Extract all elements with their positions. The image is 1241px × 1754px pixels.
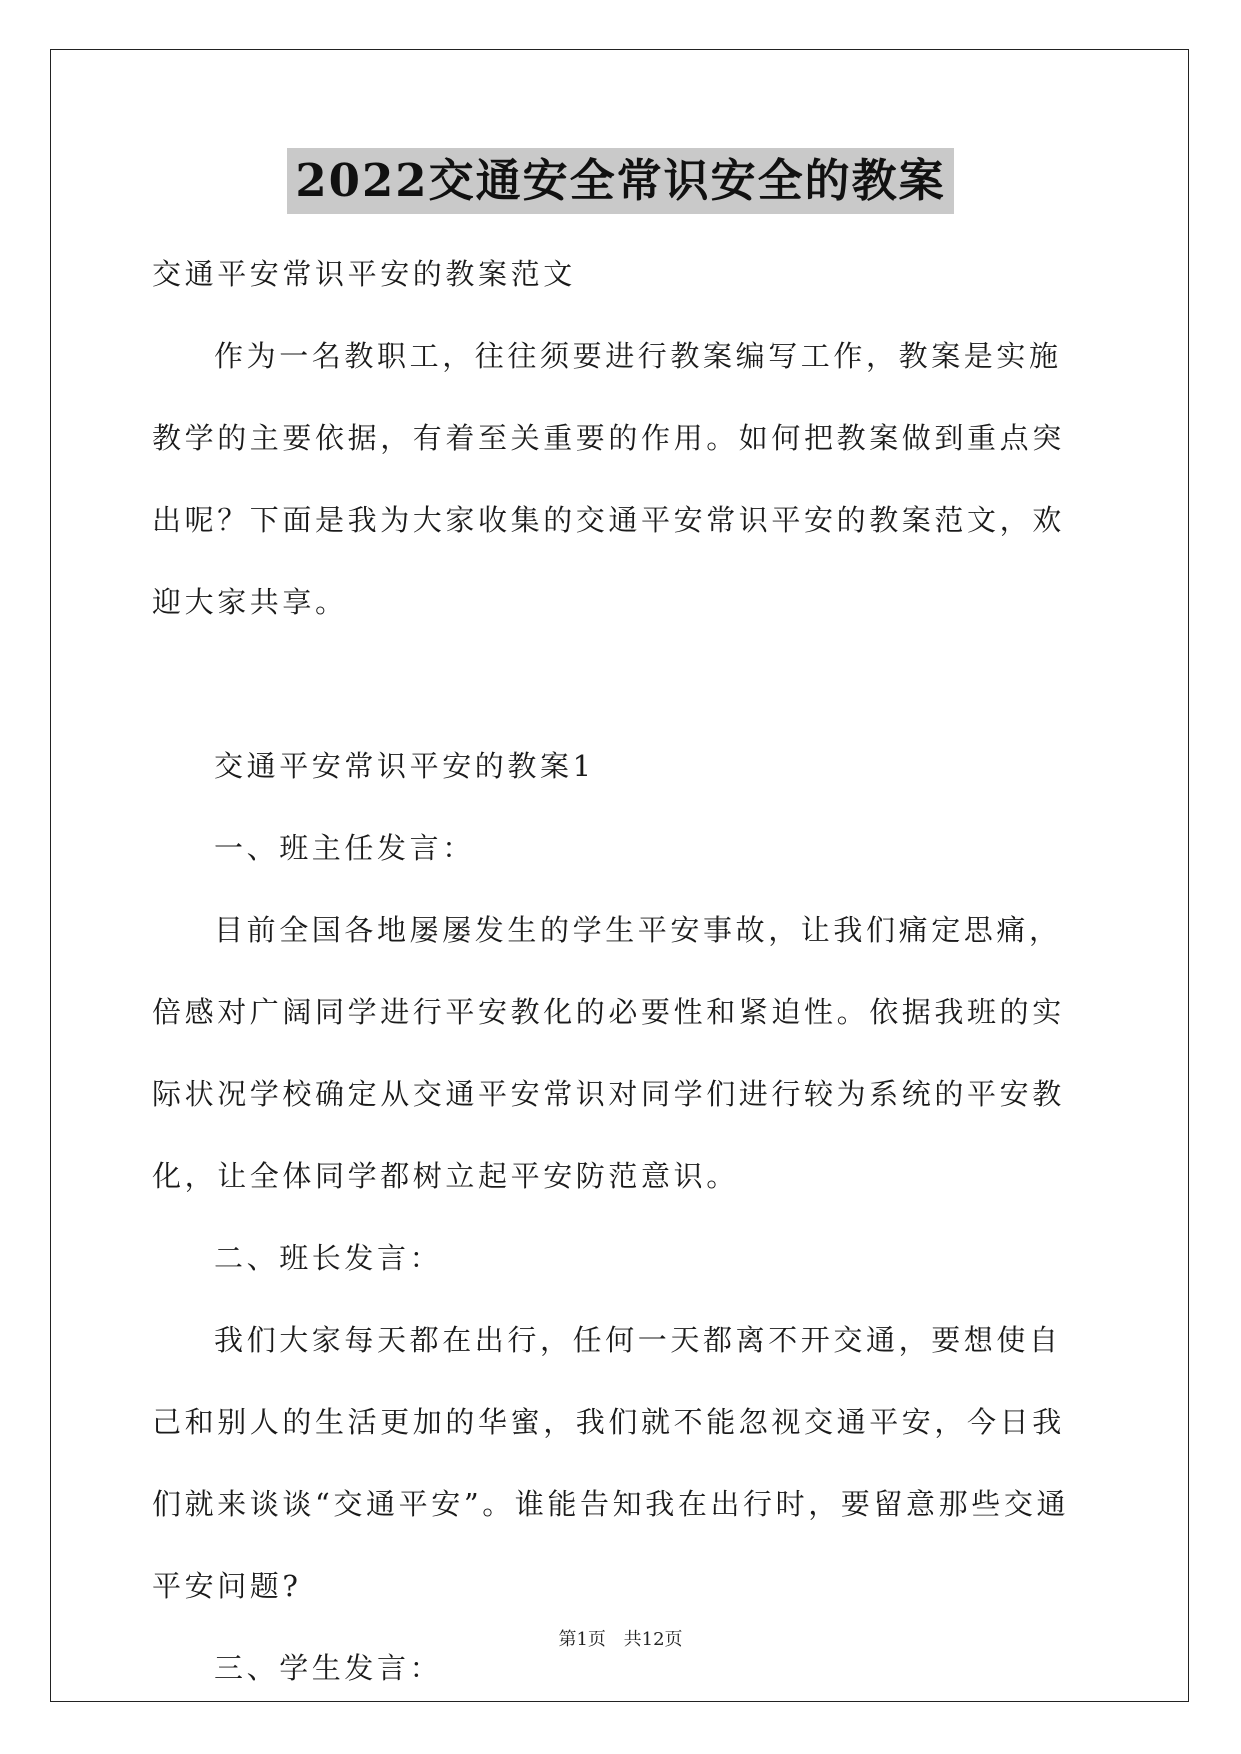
section-heading: 交通平安常识平安的教案1	[214, 749, 595, 783]
page-total: 共12页	[623, 1629, 683, 1650]
part1-paragraph: 目前全国各地屡屡发生的学生平安事故，让我们痛定思痛，倍感对广阔同学进行平安教化的必要性和紧迫性。依据我班的实际状况学校确定从交通平安常识对同学们进行较为系统的平安教化，让全体同学都树立起平安防范意识。	[152, 913, 1065, 1193]
document-subtitle: 交通平安常识平安的教案范文	[152, 257, 576, 291]
page-number: 第1页	[558, 1629, 606, 1650]
page-footer	[0, 1625, 1241, 1651]
part1-heading: 一、班主任发言：	[214, 831, 475, 865]
document-title: 2022交通安全常识安全的教案	[287, 148, 953, 214]
document-body	[152, 233, 1092, 1709]
part2-paragraph: 我们大家每天都在出行，任何一天都离不开交通，要想使自己和别人的生活更加的华蜜，我们就不能忽视交通平安，今日我们就来谈谈“交通平安”。谁能告知我在出行时，要留意那些交通平安问题?	[152, 1323, 1070, 1603]
part3-heading: 三、学生发言：	[214, 1651, 443, 1685]
part2-heading: 二、班长发言：	[214, 1241, 443, 1275]
title-container	[0, 148, 1241, 214]
intro-paragraph: 作为一名教职工，往往须要进行教案编写工作，教案是实施教学的主要依据，有着至关重要的作用。如何把教案做到重点突出呢？下面是我为大家收集的交通平安常识平安的教案范文，欢迎大家共享。	[152, 339, 1065, 619]
